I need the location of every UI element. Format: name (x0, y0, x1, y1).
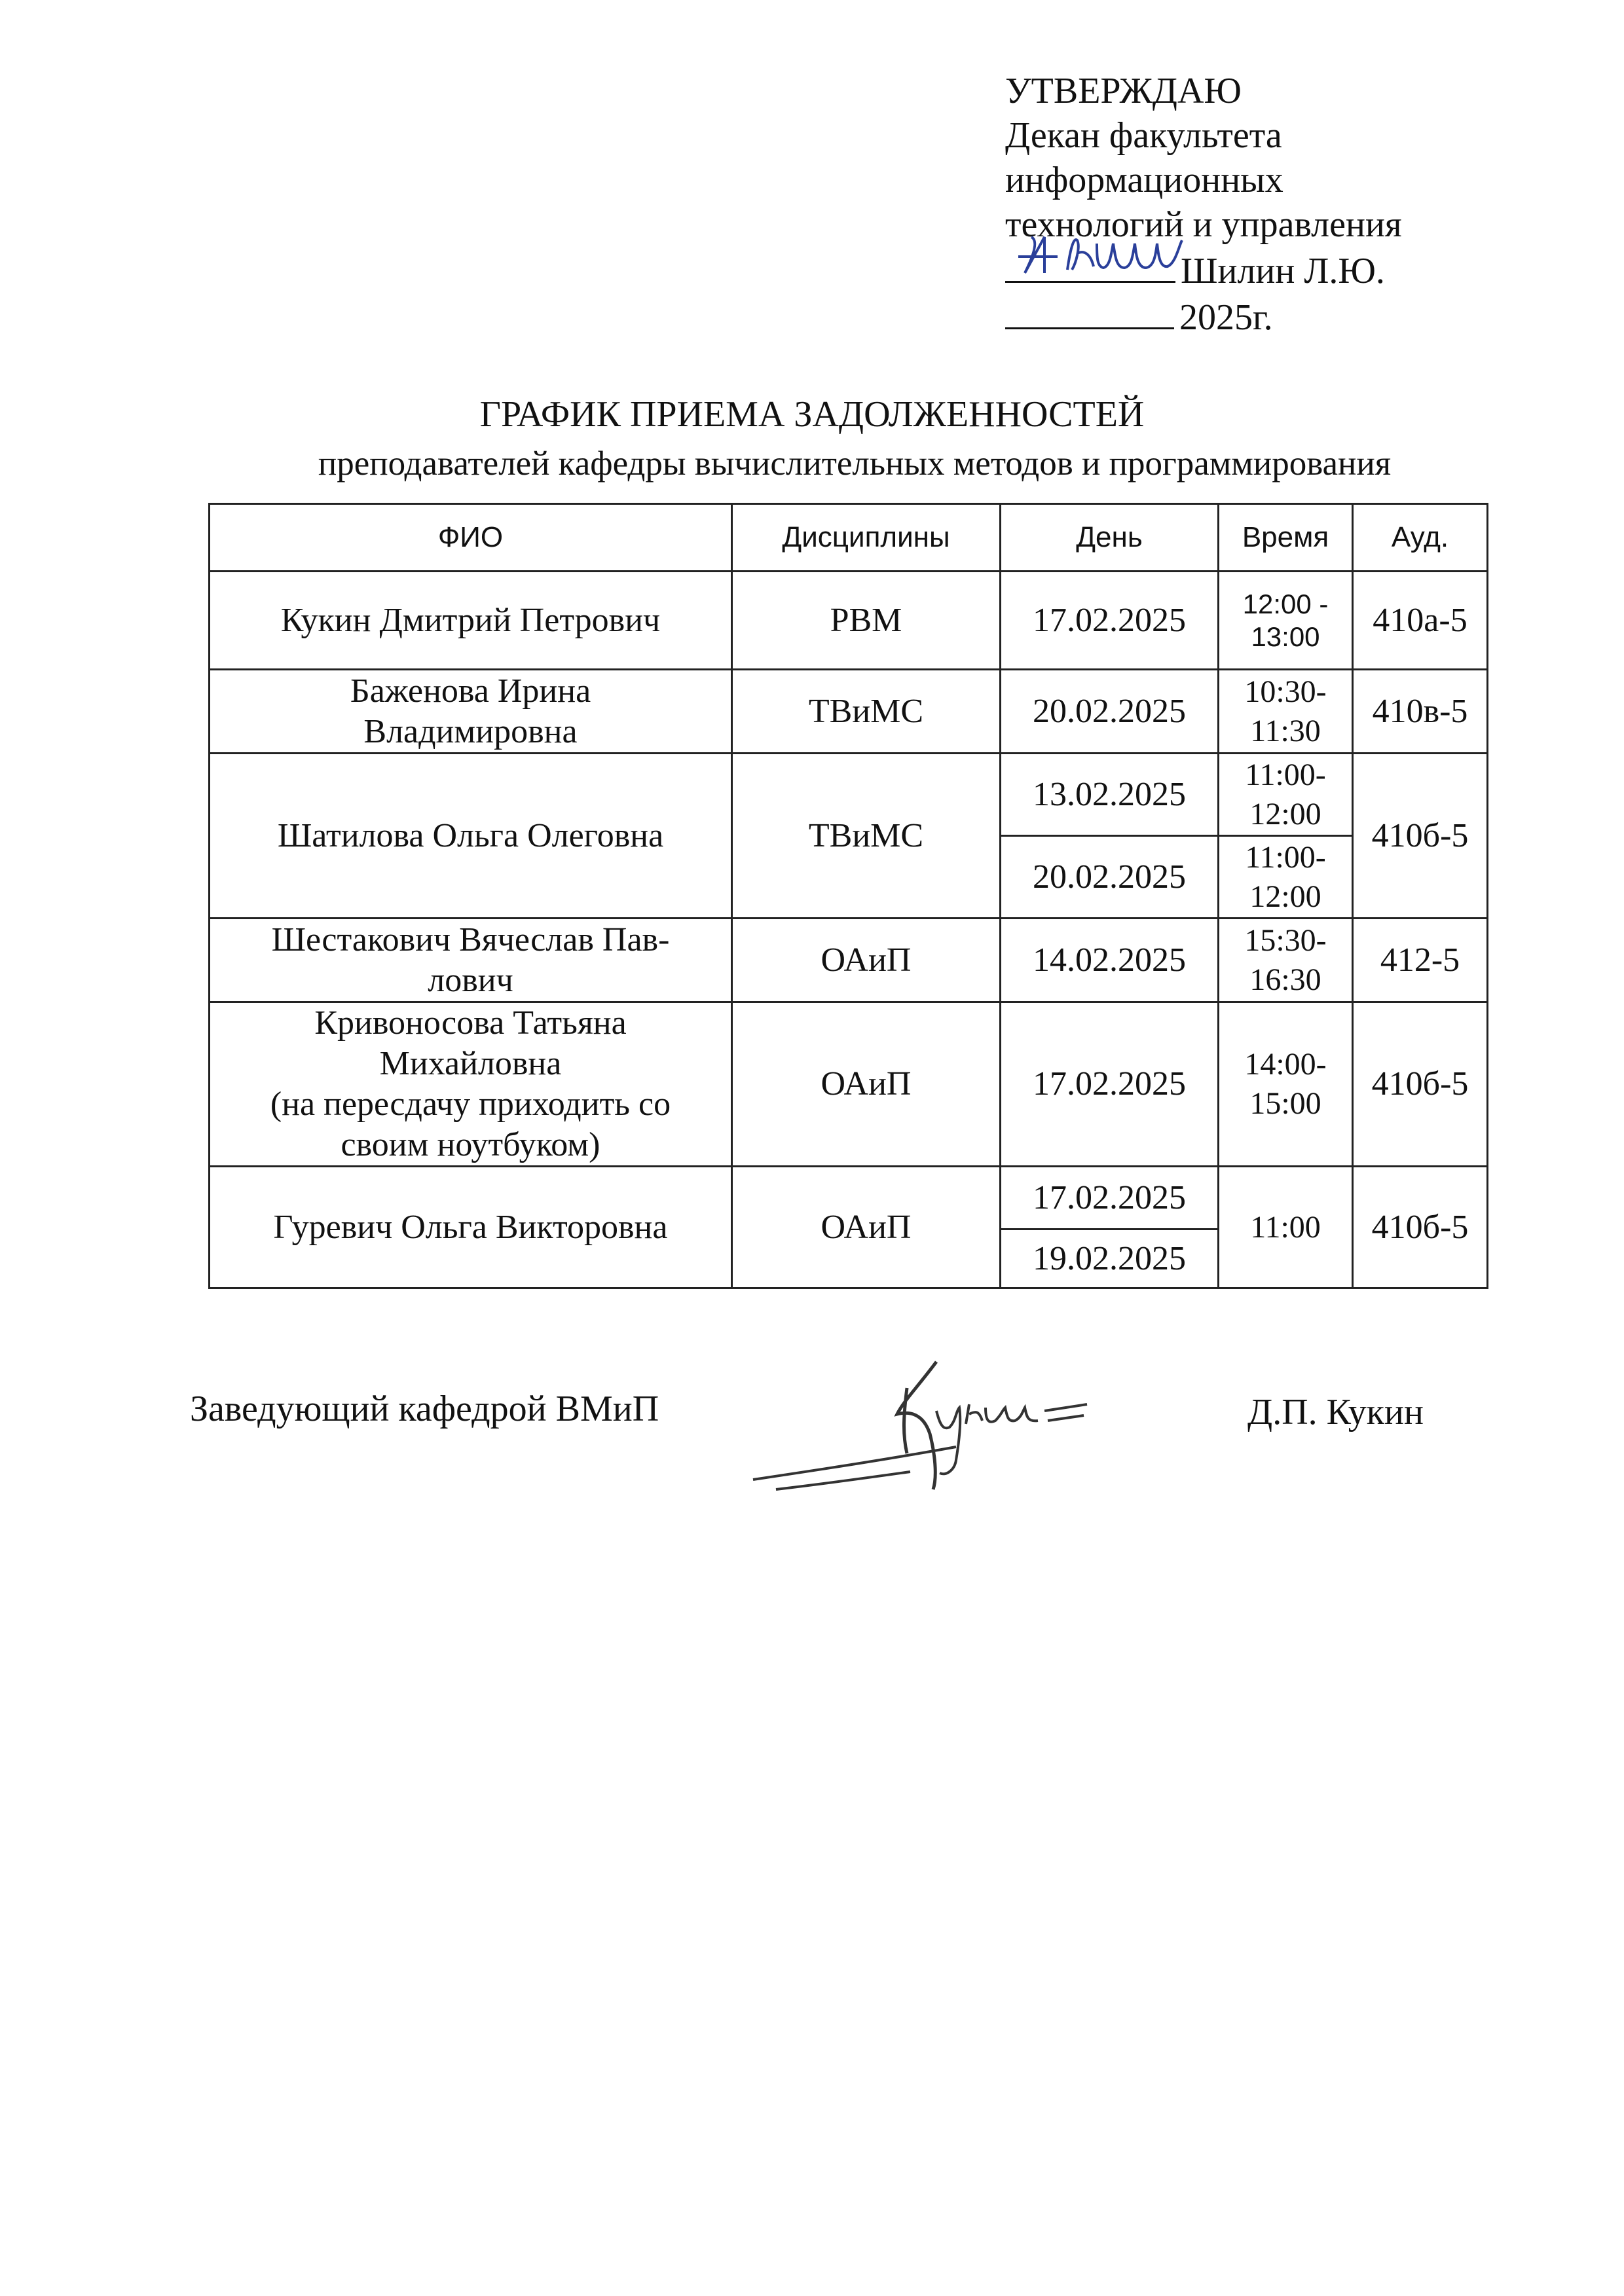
cell-time (1219, 754, 1353, 836)
table-row (210, 670, 1488, 754)
table-header-row (210, 504, 1488, 572)
cell-fio (210, 670, 732, 754)
time-end: 11:30 (1250, 713, 1321, 748)
table-row (210, 1002, 1488, 1167)
approval-name: Шилин Л.Ю. (1181, 251, 1385, 291)
time-start: 12:00 - (1242, 588, 1329, 619)
fio-note: своим ноутбуком) (341, 1126, 600, 1163)
document-subtitle: преподавателей кафедры вычислительных методов и программирования (318, 445, 1392, 483)
date-blank (1005, 293, 1174, 329)
fio-note: (на пересдачу приходить со (270, 1085, 671, 1123)
time-start: 14:00- (1244, 1047, 1327, 1082)
header-time: Время (1219, 504, 1353, 572)
cell-fio (210, 1002, 732, 1167)
cell-time (1219, 836, 1353, 919)
cell-fio (210, 919, 732, 1002)
footer-name: Д.П. Кукин (1247, 1392, 1424, 1432)
cell-day: 17.02.2025 (1001, 572, 1219, 670)
footer-position: Заведующий кафедрой ВМиП (190, 1389, 659, 1429)
header-fio: ФИО (210, 504, 732, 572)
time-end: 12:00 (1249, 796, 1321, 831)
cell-time (1219, 919, 1353, 1002)
approval-date-line (1005, 293, 1503, 340)
cell-room: 410в-5 (1353, 670, 1488, 754)
cell-fio: Шатилова Ольга Олеговна (210, 754, 732, 919)
cell-room: 410а-5 (1353, 572, 1488, 670)
cell-discipline: РВМ (732, 572, 1001, 670)
cell-day: 19.02.2025 (1001, 1230, 1219, 1288)
cell-day: 14.02.2025 (1001, 919, 1219, 1002)
cell-day: 13.02.2025 (1001, 754, 1219, 836)
cell-fio: Кукин Дмитрий Петрович (210, 572, 732, 670)
approval-heading: УТВЕРЖДАЮ (1005, 71, 1242, 111)
approval-position-line1: Декан факультета (1005, 115, 1282, 156)
signature-blank (1005, 247, 1175, 283)
cell-discipline: ОАиП (732, 919, 1001, 1002)
fio-line: Михайловна (379, 1045, 562, 1082)
cell-day: 20.02.2025 (1001, 670, 1219, 754)
header-discipline: Дисциплины (732, 504, 1001, 572)
fio-line: Шестакович Вячеслав Пав- (271, 920, 670, 958)
cell-day: 17.02.2025 (1001, 1002, 1219, 1167)
cell-discipline: ОАиП (732, 1002, 1001, 1167)
cell-time (1219, 572, 1353, 670)
cell-room: 412-5 (1353, 919, 1488, 1002)
approval-position-line3: технологий и управления (1005, 204, 1402, 245)
schedule-table (208, 503, 1488, 1289)
cell-time: 11:00 (1219, 1167, 1353, 1288)
approval-year: 2025г. (1179, 297, 1273, 338)
time-end: 16:30 (1249, 962, 1321, 997)
fio-line: Кривоносова Татьяна (314, 1004, 627, 1042)
time-start: 11:00- (1245, 839, 1326, 875)
header-day: День (1001, 504, 1219, 572)
fio-line: лович (428, 961, 513, 999)
cell-discipline: ТВиМС (732, 754, 1001, 919)
dean-signature (999, 227, 1215, 286)
fio-line: Баженова Ирина (350, 672, 591, 710)
cell-time (1219, 670, 1353, 754)
cell-room: 410б-5 (1353, 1002, 1488, 1167)
document-title: ГРАФИК ПРИЕМА ЗАДОЛЖЕННОСТЕЙ (479, 394, 1145, 435)
time-start: 15:30- (1244, 922, 1327, 958)
cell-day: 17.02.2025 (1001, 1167, 1219, 1230)
cell-time (1219, 1002, 1353, 1167)
time-end: 15:00 (1249, 1086, 1321, 1121)
cell-room: 410б-5 (1353, 754, 1488, 919)
approval-position-line2: информационных (1005, 160, 1283, 200)
table-row (210, 572, 1488, 670)
cell-discipline: ТВиМС (732, 670, 1001, 754)
header-room: Ауд. (1353, 504, 1488, 572)
time-start: 10:30- (1244, 674, 1327, 709)
cell-fio: Гуревич Ольга Викторовна (210, 1167, 732, 1288)
time-start: 11:00- (1245, 757, 1326, 792)
cell-day: 20.02.2025 (1001, 836, 1219, 919)
cell-room: 410б-5 (1353, 1167, 1488, 1288)
approval-block (1005, 69, 1503, 340)
table-row (210, 919, 1488, 1002)
time-end: 13:00 (1251, 621, 1320, 652)
head-signature (740, 1349, 1107, 1499)
table-row (210, 754, 1488, 836)
approval-signature-line (1005, 247, 1503, 293)
cell-discipline: ОАиП (732, 1167, 1001, 1288)
time-end: 12:00 (1249, 879, 1321, 914)
table-row (210, 1167, 1488, 1230)
fio-line: Владимировна (363, 712, 578, 750)
